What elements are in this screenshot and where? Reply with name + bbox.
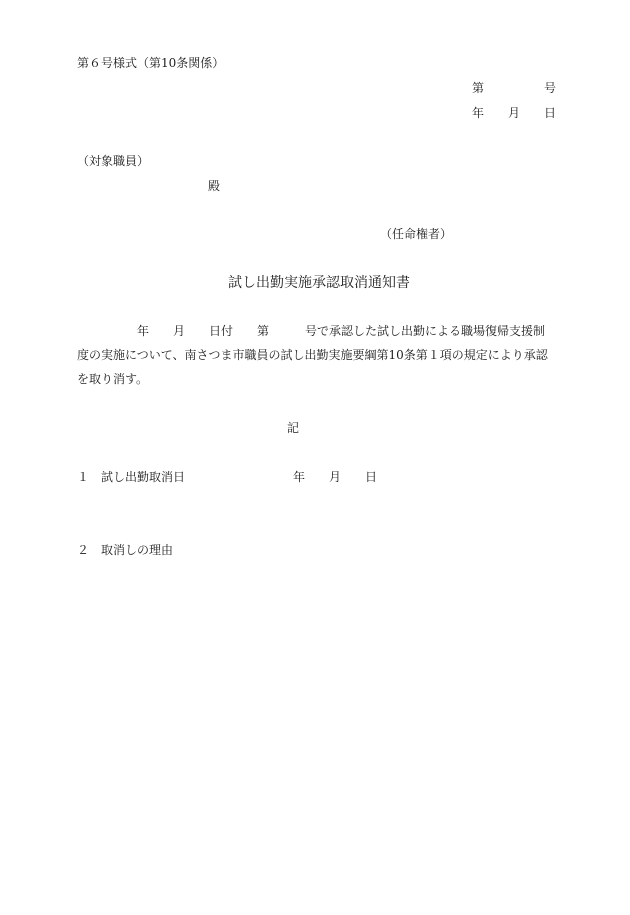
doc-date-month: 月 xyxy=(508,106,521,120)
item-label: 取消しの理由 xyxy=(101,543,174,557)
doc-no-suffix: 号 xyxy=(544,81,557,95)
ki-heading: 記 xyxy=(287,421,300,435)
body-line1-no-prefix: 第 xyxy=(257,324,270,338)
recipient-honorific: 殿 xyxy=(208,179,221,193)
item-year: 年 xyxy=(293,470,306,484)
item-day: 日 xyxy=(365,470,378,484)
doc-no-prefix: 第 xyxy=(472,81,485,95)
form-number: 第６号様式（第10条関係） xyxy=(77,56,225,70)
item-number: ２ xyxy=(77,543,90,557)
doc-date-day: 日 xyxy=(544,106,557,120)
body-line2: 度の実施について、南さつま市職員の試し出勤実施要綱第10条第１項の規定により承認 xyxy=(77,348,548,362)
body-line1-month: 月 xyxy=(173,324,186,338)
body-line1-day: 日付 xyxy=(209,324,234,338)
item-label: 試し出勤取消日 xyxy=(101,470,186,484)
item-month: 月 xyxy=(329,470,342,484)
document-title: 試し出勤実施承認取消通知書 xyxy=(228,275,410,291)
body-line1-text: 号で承認した試し出勤による職場復帰支援制 xyxy=(305,324,546,338)
doc-date-year: 年 xyxy=(472,106,485,120)
recipient-label: （対象職員） xyxy=(77,154,150,168)
body-line3: を取り消す。 xyxy=(77,372,149,386)
issuer-label: （任命権者） xyxy=(380,227,453,241)
body-line1-year: 年 xyxy=(137,324,150,338)
item-number: １ xyxy=(77,470,90,484)
